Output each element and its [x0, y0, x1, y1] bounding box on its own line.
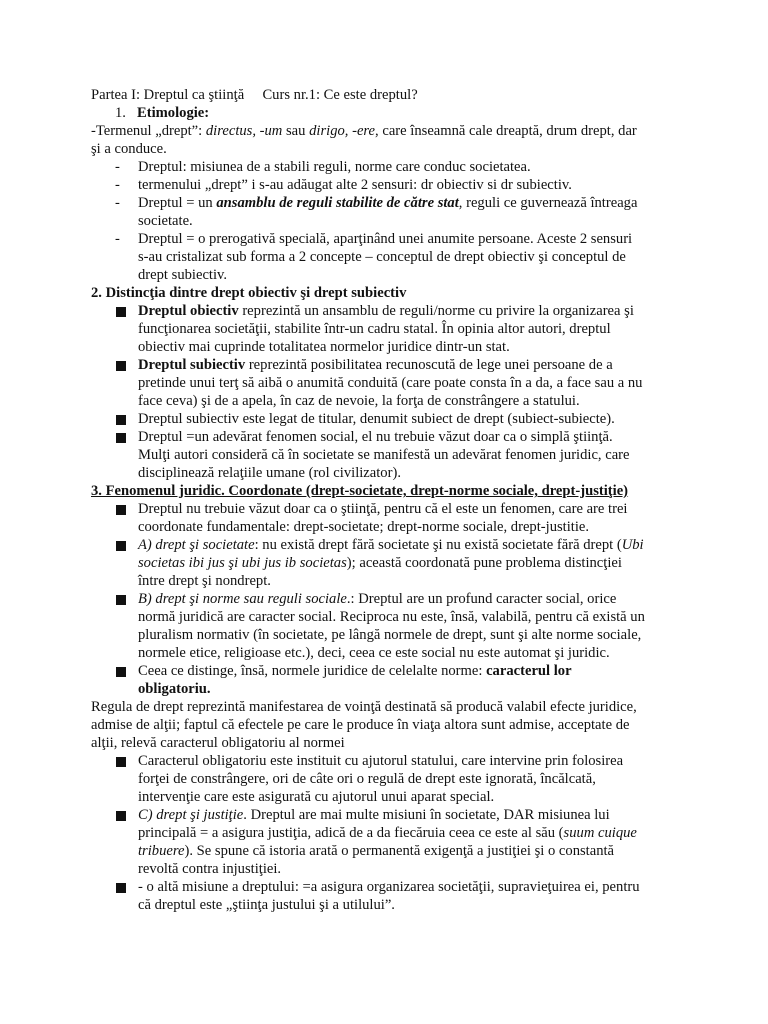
dash-item: - Dreptul: misiunea de a stabili reguli, norme care conduc societatea.	[115, 159, 531, 175]
header-line	[91, 86, 681, 104]
bullet-item: B) drept şi norme sau reguli sociale.: Dreptul are un profund caracter social, orice normă juridică are caracter social. Reciproca nu este, însă, valabilă, pentru că există un pluralism normativ (în societate, pe lângă normele de drept, sunt şi alte norme sociale, normele etice, religioase etc.), deci, ceea ce este social nu este automat şi juridic.	[91, 590, 681, 662]
section-1-intro: -Termenul „drept”: directus, -um sau dirigo, -ere, care înseamnă cale dreaptă, drum drept, dar	[91, 123, 637, 139]
section-1-intro-cont: şi a conduce.	[91, 141, 167, 157]
document-body	[91, 86, 681, 914]
bullet-item: Dreptul subiectiv reprezintă posibilitatea recunoscută de lege unei persoane de a pretinde unui terţ să aibă o anumită conduită (care poate consta în a da, a face sau a nu face ceva) şi de a apela, în caz de nevoie, la forţa de constrângere a statului.	[91, 356, 681, 410]
bullet-item: C) drept şi justiţie. Dreptul are mai multe misiuni în societate, DAR misiunea lui principală = a asigura justiţia, adică de a da fiecăruia ceea ce este al său (suum cuique tribuere). Se spune că istoria arată o permanentă exigenţă a justiţiei şi o constantă revoltă contra injustiţiei.	[91, 806, 681, 878]
dash-marker: -	[115, 195, 120, 211]
square-bullet-icon	[116, 433, 126, 443]
square-bullet-icon	[116, 505, 126, 515]
bullet-item: Dreptul nu trebuie văzut doar ca o ştiinţă, pentru că el este un fenomen, care are trei coordonate fundamentale: drept-societate; drept-norme sociale, drept-justitie.	[91, 500, 681, 536]
bullet-item: Dreptul =un adevărat fenomen social, el nu trebuie văzut doar ca o simplă ştiinţă. Mulţi autori consideră că în societate se manifestă un adevărat fenomen juridic, care disciplinează relaţiile umane (rol civilizator).	[91, 428, 681, 482]
square-bullet-icon	[116, 307, 126, 317]
square-bullet-icon	[116, 415, 126, 425]
dash-item: - Dreptul = o prerogativă specială, aparţinând unei anumite persoane. Aceste 2 sensuri s-au cristalizat sub forma a 2 concepte – conceptul de drept obiectiv şi conceptul de drept subiectiv.	[115, 231, 633, 283]
course-title: Curs nr.1: Ce este dreptul?	[262, 87, 418, 103]
square-bullet-icon	[116, 811, 126, 821]
bullet-item: Ceea ce distinge, însă, normele juridice de celelalte norme: caracterul lor obligatoriu.	[91, 662, 681, 698]
bullet-item: Dreptul obiectiv reprezintă un ansamblu de reguli/norme cu privire la organizarea şi funcţionarea societăţii, stabilite într-un cadru statal. În opinia altor autori, dreptul obiectiv mai cuprinde totalitatea normelor juridice dintr-un stat.	[91, 302, 681, 356]
dash-marker: -	[115, 177, 120, 193]
square-bullet-icon	[116, 883, 126, 893]
bullet-item: Dreptul subiectiv este legat de titular, denumit subiect de drept (subiect-subiecte).	[91, 410, 681, 428]
bullet-item: A) drept şi societate: nu există drept fără societate şi nu există societate fără drept (Ubi societas ibi jus şi ubi jus ib societas); această coordonată pune problema distincţiei între drept şi nondrept.	[91, 536, 681, 590]
dash-item: - Dreptul = un ansamblu de reguli stabilite de către stat, reguli ce guvernează întreaga societate.	[115, 195, 638, 229]
part-title: Partea I: Dreptul ca ştiinţă	[91, 87, 245, 103]
square-bullet-icon	[116, 757, 126, 767]
square-bullet-icon	[116, 595, 126, 605]
section-3-heading: 3. Fenomenul juridic. Coordonate (drept-societate, drept-norme sociale, drept-justiţie)	[91, 483, 629, 499]
dash-marker: -	[115, 159, 120, 175]
square-bullet-icon	[116, 667, 126, 677]
section-2-heading: 2. Distincţia dintre drept obiectiv şi drept subiectiv	[91, 285, 407, 301]
section-1-heading: 1. Etimologie:	[115, 105, 210, 121]
bullet-item: Caracterul obligatoriu este instituit cu ajutorul statului, care intervine prin folosirea forţei de constrângere, ori de câte ori o regulă de drept este ignorată, încălcată, intervenţie care este asigurată cu ajutorul unui aparat special.	[91, 752, 681, 806]
dash-marker: -	[115, 231, 120, 247]
square-bullet-icon	[116, 541, 126, 551]
paragraph: Regula de drept reprezintă manifestarea de voinţă destinată să producă valabil efecte juridice, admise de alţii; faptul că efectele pe care le produce în viaţa altora sunt admise, acceptate de alţii, relevă caracterul obligatoriu al normei	[91, 699, 637, 751]
square-bullet-icon	[116, 361, 126, 371]
bullet-item: - o altă misiune a dreptului: =a asigura organizarea societăţii, supravieţuirea ei, pentru că dreptul este „ştiinţa justului şi a utilului”.	[91, 878, 681, 914]
dash-item: - termenului „drept” i s-au adăugat alte 2 sensuri: dr obiectiv si dr subiectiv.	[115, 177, 572, 193]
